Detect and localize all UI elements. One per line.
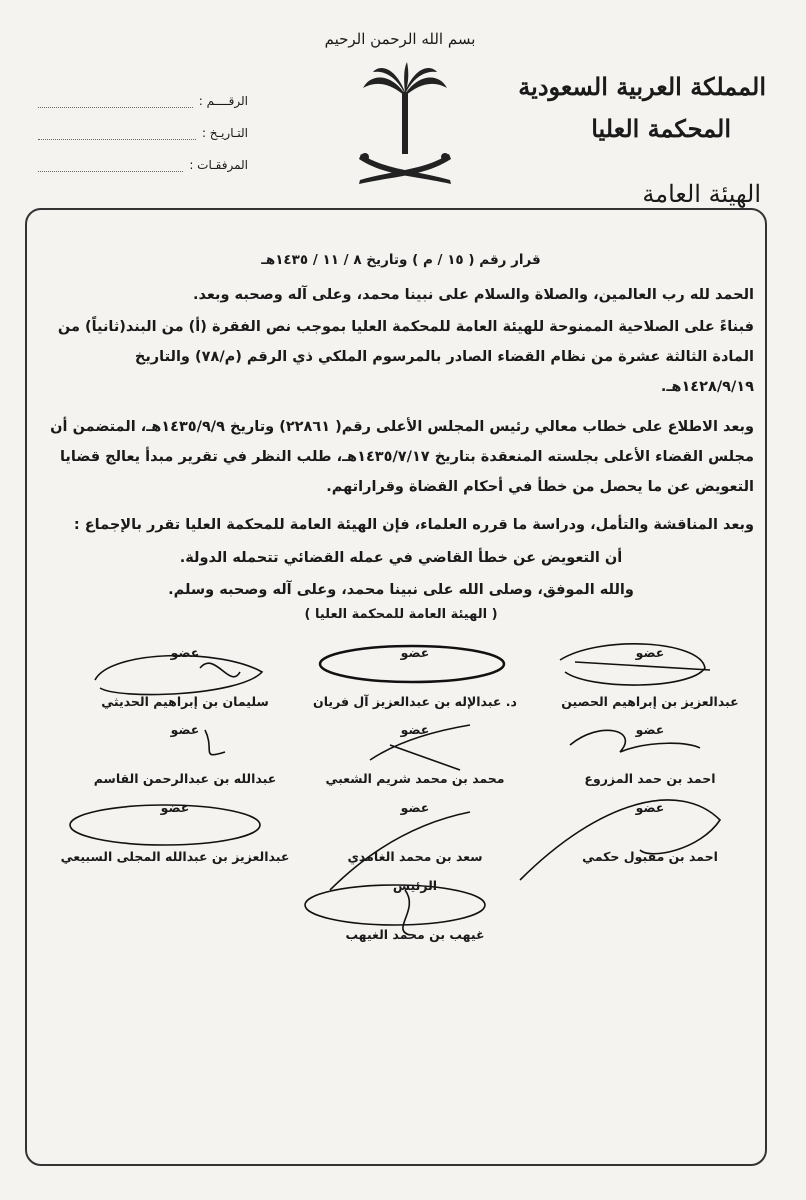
kingdom-title: المملكة العربية السعودية [518, 72, 766, 101]
review-paragraph: وبعد الاطلاع على خطاب معالي رئيس المجلس الأعلى رقم( ٢٢٨٦١) وتاريخ ١٤٣٥/٩/٩هـ، المتضمن أن مجلس القضاء الأعلى بجلسته المنعقدة بتاريخ ١٤٣٥/٧/١٧هـ، طلب النظر في تقرير مبدأ يعالج قضايا التعويض عن ما يحصل من خطأ في أحكام القضاة وقراراتهم. [50, 419, 754, 495]
president-signature-block: الرئيس غيهب بن محمد الغيهب [345, 878, 485, 942]
signature-block: عضو احمد بن مقبول حكمي [582, 800, 718, 864]
signatories-heading: ( الهيئة العامة للمحكمة العليا ) [304, 607, 498, 622]
signature-block: عضو سليمان بن إبراهيم الحديثي [101, 645, 269, 709]
signature-block: عضو محمد بن محمد شريم الشعبي [325, 722, 505, 786]
signature-block: عضو عبدالعزيز بن عبدالله المجلى السبيعي [60, 800, 290, 864]
court-title: المحكمة العليا [591, 114, 731, 143]
deliberation-paragraph: وبعد المناقشة والتأمل، ودراسة ما قرره العلماء، فإن الهيئة العامة للمحكمة العليا تقرر بالإجماع : [73, 517, 754, 533]
reference-number-field: الرقــــم : [38, 88, 248, 108]
closing-paragraph: والله الموفق، وصلى الله على نبينا محمد، وعلى آله وصحبه وسلم. [168, 582, 634, 598]
signature-block: عضو د. عبدالإله بن عبدالعزيز آل فريان [313, 645, 517, 709]
opening-paragraph: الحمد لله رب العالمين، والصلاة والسلام على نبينا محمد، وعلى آله وصحبه وبعد. [192, 287, 754, 303]
decision-number: قرار رقم ( ١٥ / م ) وتاريخ ٨ / ١١ / ١٤٣٥هـ [261, 252, 541, 268]
basmala: بسم الله الرحمن الرحيم [324, 30, 476, 48]
signature-block: عضو عبدالله بن عبدالرحمن القاسم [93, 722, 277, 786]
signature-block: عضو احمد بن حمد المزروع [584, 722, 716, 786]
general-body-title: الهيئة العامة [642, 180, 761, 208]
attachments-field: المرفقـات : [38, 152, 248, 172]
authority-paragraph: فبناءً على الصلاحية الممنوحة للهيئة العامة للمحكمة العليا بموجب نص الفقرة (أ) من البند(ثانياً) من المادة الثالثة عشرة من نظام القضاء الصادر بالمرسوم الملكي ذي الرقم (م/٧٨) والتاريخ ١٤٢٨/٩/١٩هـ. [57, 319, 754, 395]
date-field: التـاريـخ : [38, 120, 248, 140]
ruling-paragraph: أن التعويض عن خطأ القاضي في عمله القضائي تتحمله الدولة. [179, 550, 623, 566]
signature-block: عضو سعد بن محمد الغامدي [347, 800, 483, 864]
signature-block: عضو عبدالعزيز بن إبراهيم الحصين [561, 645, 739, 709]
